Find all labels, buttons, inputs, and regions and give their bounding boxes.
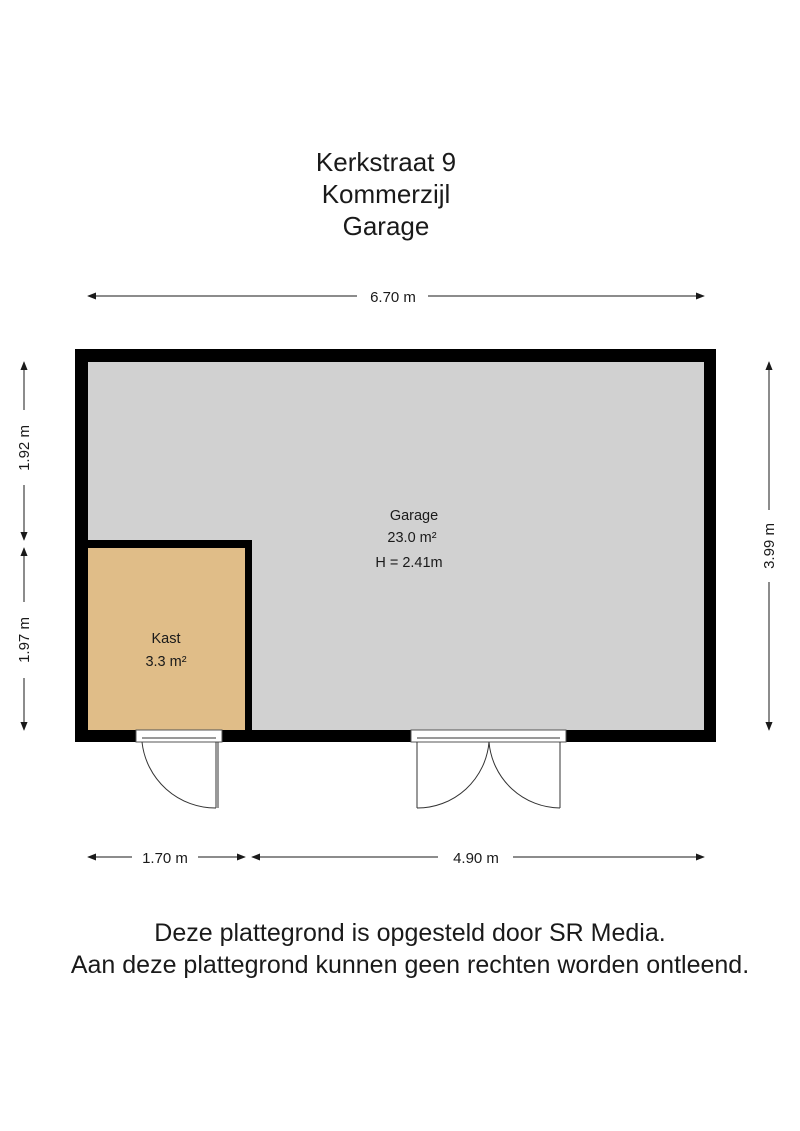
kast-room-area: 3.3 m² <box>145 654 187 670</box>
dim-label-bottom-right: 4.90 m <box>453 850 499 867</box>
garage-door <box>417 738 560 808</box>
kast-door-threshold <box>136 730 222 742</box>
garage-door-right-arc <box>489 742 560 808</box>
garage-room-name: Garage <box>389 508 439 524</box>
kast-room-name: Kast <box>151 631 181 647</box>
dim-label-bottom-left: 1.70 m <box>142 850 188 867</box>
wall-right <box>704 349 716 742</box>
city-name: Kommerzijl <box>321 179 451 209</box>
garage-room-area: 23.0 m² <box>387 530 437 546</box>
wall-bottom-mid <box>222 730 411 742</box>
wall-bottom-left <box>75 730 136 742</box>
floor-name: Garage <box>342 211 430 241</box>
kast-door-swing-arc <box>142 742 216 808</box>
address-line: Kerkstraat 9 <box>315 147 457 177</box>
dim-label-right-height: 3.99 m <box>761 523 778 569</box>
wall-bottom-right <box>566 730 716 742</box>
garage-door-threshold <box>411 730 566 742</box>
garage-room-height: H = 2.41m <box>375 555 443 571</box>
wall-kast-top <box>88 540 252 548</box>
dim-label-left-lower: 1.97 m <box>16 617 33 663</box>
wall-kast-right <box>245 540 252 730</box>
wall-top <box>75 349 716 362</box>
disclaimer-line-1: Deze plattegrond is opgesteld door SR Media. <box>154 919 666 947</box>
garage-door-left-arc <box>417 742 489 808</box>
disclaimer-line-2: Aan deze plattegrond kunnen geen rechten worden ontleend. <box>70 951 750 979</box>
kast-door <box>142 738 218 808</box>
dim-label-left-upper: 1.92 m <box>16 425 33 471</box>
dim-label-top-width: 6.70 m <box>370 289 416 306</box>
wall-left <box>75 349 88 742</box>
